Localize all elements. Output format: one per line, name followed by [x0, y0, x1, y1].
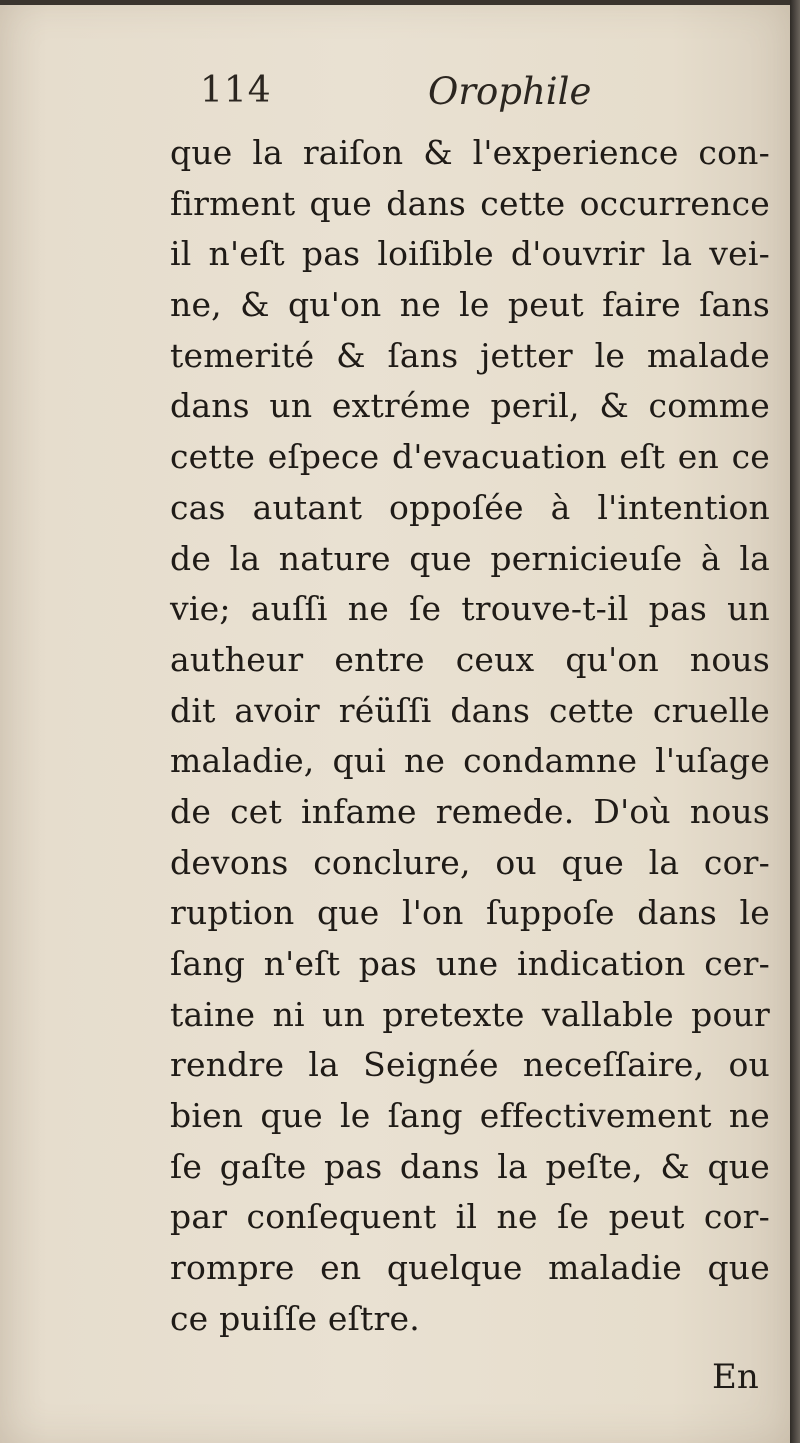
text-line: temerité & ſans jetter le malade — [170, 335, 770, 375]
text-line: de cet infame remede. D'où nous — [170, 791, 770, 831]
catchword: En — [712, 1357, 759, 1397]
text-line: ſang n'eſt pas une indication cer- — [170, 944, 770, 983]
text-line: ruption que l'on ſuppoſe dans le — [170, 893, 770, 933]
running-title: Orophile — [428, 70, 592, 113]
text-line: rendre la Seignée neceſſaire, ou — [170, 1045, 770, 1085]
page-top-edge — [0, 0, 800, 5]
text-line: que la raiſon & l'experience con- — [170, 133, 770, 172]
text-line: vie; auſſi ne ſe trouve-t-il pas un — [170, 589, 770, 629]
text-line: bien que le ſang effectivement ne — [170, 1096, 770, 1136]
body-text — [170, 128, 770, 1345]
text-line: autheur entre ceux qu'on nous — [170, 639, 770, 679]
text-line: par conſequent il ne ſe peut cor- — [170, 1197, 770, 1237]
book-gutter-edge — [790, 0, 800, 1443]
text-line: ne, & qu'on ne le peut faire ſans — [170, 285, 770, 325]
text-line: de la nature que pernicieuſe à la — [170, 538, 770, 578]
text-line: cette eſpece d'evacuation eſt en ce — [170, 437, 770, 477]
text-line: rompre en quelque maladie que — [170, 1248, 770, 1288]
text-line: devons conclure, ou que la cor- — [170, 842, 770, 882]
text-line: dit avoir réüſſi dans cette cruelle — [170, 690, 770, 730]
text-line: cas autant oppoſée à l'intention — [170, 487, 770, 527]
page-header — [200, 70, 760, 130]
text-line: firment que dans cette occurrence — [170, 183, 770, 223]
text-line: ſe gaſte pas dans la peſte, & que — [170, 1146, 770, 1186]
text-line: ce puiſſe eſtre. — [170, 1298, 420, 1338]
text-line: dans un extréme peril, & comme — [170, 386, 770, 426]
text-line: maladie, qui ne condamne l'uſage — [170, 741, 770, 781]
text-line: il n'eſt pas loiſible d'ouvrir la vei- — [170, 234, 770, 274]
text-line: taine ni un pretexte vallable pour — [170, 994, 770, 1034]
page-number: 114 — [200, 70, 272, 111]
